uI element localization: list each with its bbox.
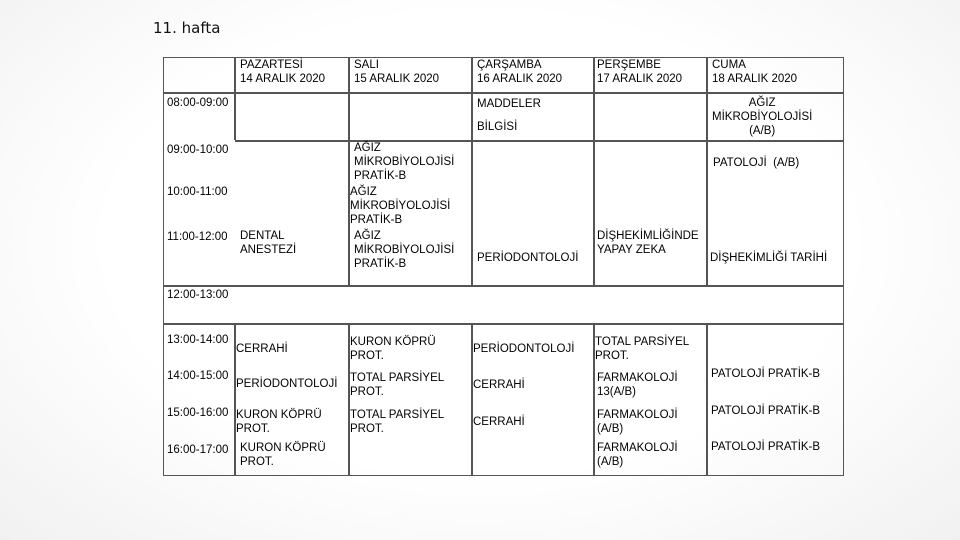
day-header-monday [240,58,325,86]
class-cell: FARMAKOLOJİ (A/B) [597,409,678,435]
page-title: 11. hafta [153,19,221,37]
class-cell: KURON KÖPRÜ PROT. [236,409,322,435]
day-name: PERŞEMBE [597,59,661,71]
row-divider [163,285,844,287]
column-divider [706,323,708,476]
class-cell: CERRAHİ [473,379,525,391]
class-cell: CERRAHİ [473,416,525,428]
day-date: 16 ARALIK 2020 [477,73,563,85]
time-slot-label: 13:00-14:00 [167,334,229,346]
class-cell: PERİODONTOLOJİ [236,378,338,390]
class-cell: TOTAL PARSİYEL PROT. [350,372,445,398]
time-slot-label: 12:00-13:00 [167,289,229,301]
day-name: PAZARTESİ [240,59,303,71]
class-cell: DİŞHEKİMLİĞİNDE YAPAY ZEKA [597,230,699,256]
class-cell: PERİODONTOLOJİ [473,343,575,355]
class-cell: PATOLOJİ PRATİK-B [711,368,821,380]
class-cell: FARMAKOLOJİ 13(A/B) [597,372,678,398]
class-cell: KURON KÖPRÜ PROT. [350,336,436,362]
day-date: 14 ARALIK 2020 [240,73,326,85]
class-cell: KURON KÖPRÜ PROT. [240,442,326,468]
day-name: CUMA [712,59,746,71]
class-cell: AĞIZ MİKROBİYOLOJİSİ PRATİK-B [354,230,455,270]
class-cell: AĞIZ MİKROBİYOLOJİSİ (A/B) [712,97,813,137]
class-cell: BİLGİSİ [477,121,518,133]
time-slot-label: 09:00-10:00 [167,144,229,156]
day-header-tuesday [354,58,439,86]
day-header-friday [712,58,797,86]
time-slot-label: 11:00-12:00 [167,231,228,243]
day-date: 15 ARALIK 2020 [354,73,440,85]
day-header-wednesday [477,58,562,86]
day-name: SALI [354,59,379,71]
class-cell: DENTAL ANESTEZİ [240,230,297,256]
time-slot-label: 10:00-11:00 [167,186,228,198]
time-slot-label: 16:00-17:00 [167,444,229,456]
day-header-thursday [597,58,682,86]
day-date: 18 ARALIK 2020 [712,73,798,85]
class-cell: FARMAKOLOJİ (A/B) [597,442,678,468]
column-divider [234,57,236,140]
class-cell: DİŞHEKİMLİĞİ TARİHİ [710,252,828,264]
class-cell: AĞIZ MİKROBİYOLOJİSİ PRATİK-B [354,142,455,182]
time-slot-label: 08:00-09:00 [167,97,229,109]
class-cell: PATOLOJİ PRATİK-B [711,441,821,453]
class-cell: TOTAL PARSİYEL PROT. [350,409,445,435]
day-name: ÇARŞAMBA [477,59,542,71]
class-cell: TOTAL PARSİYEL PROT. [595,336,690,362]
row-divider [235,140,844,142]
class-cell: PATOLOJİ PRATİK-B [711,405,821,417]
time-slot-label: 15:00-16:00 [167,407,229,419]
time-slot-label: 14:00-15:00 [167,370,229,382]
class-cell: PATOLOJİ (A/B) [713,157,800,169]
class-cell: MADDELER [477,98,541,110]
class-cell: AĞIZ MİKROBİYOLOJİSİ PRATİK-B [350,186,451,226]
day-date: 17 ARALIK 2020 [597,73,683,85]
class-cell: PERİODONTOLOJİ [477,252,579,264]
row-divider [163,323,844,325]
row-divider [163,92,844,94]
class-cell: CERRAHİ [236,343,288,355]
